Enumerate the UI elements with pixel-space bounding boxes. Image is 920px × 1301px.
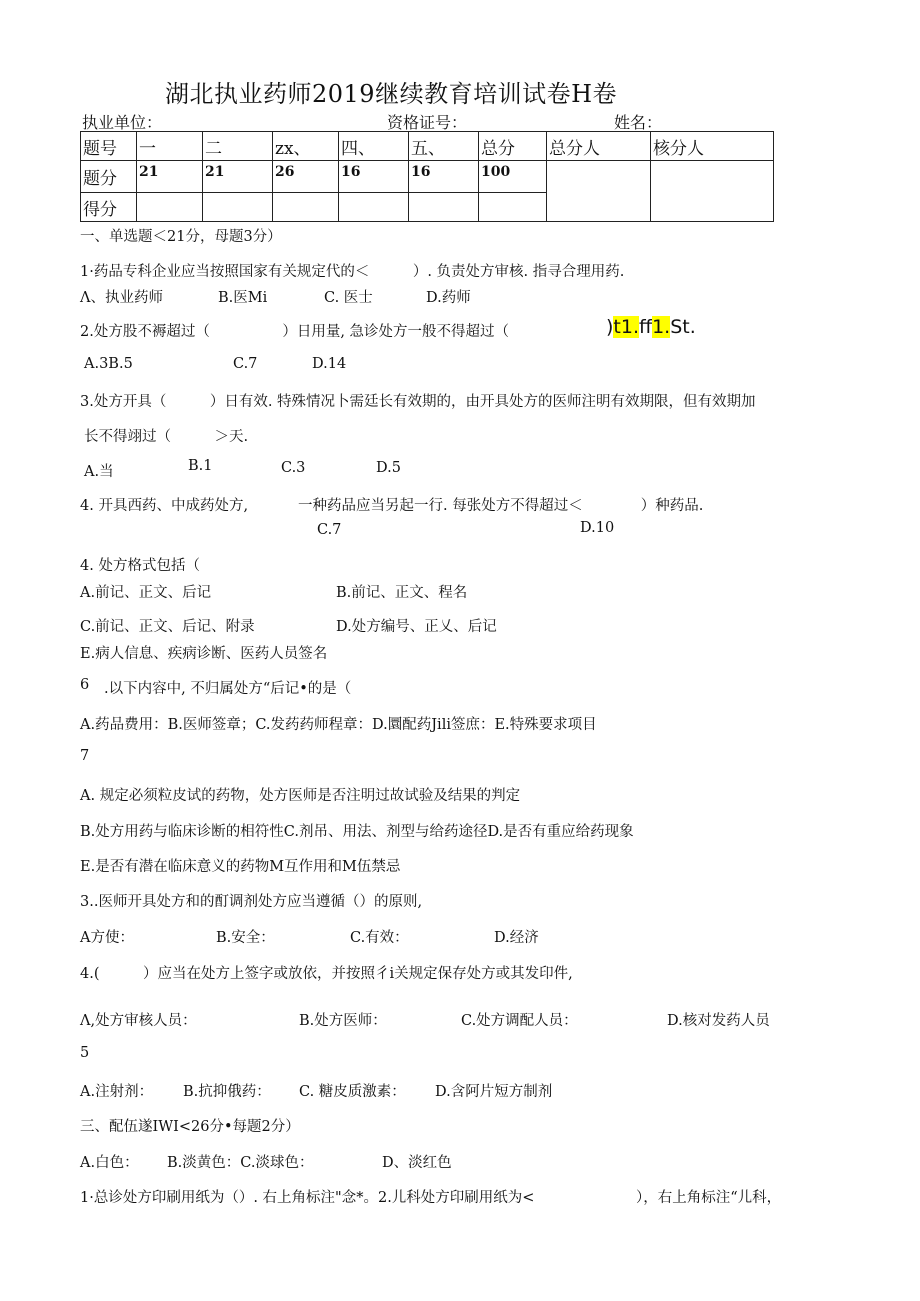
cert-label: 资格证号： bbox=[387, 113, 468, 132]
option: D.经济 bbox=[494, 930, 539, 946]
question-text: 1·总诊处方印刷用纸为（）. 右上角标注"念*。2.儿科处方印刷用纸为< ），右上角标注“儿科， bbox=[80, 1190, 782, 1206]
score-header-cell: 二 bbox=[203, 132, 273, 161]
question-text: 一种药品应当另起一行. 每张处方不得超过＜ ）种药品. bbox=[298, 498, 704, 514]
option: D.5 bbox=[376, 460, 401, 476]
option: D、淡红色 bbox=[382, 1155, 452, 1171]
option: A.3B.5 bbox=[84, 356, 133, 372]
score-header-cell: 四、 bbox=[339, 132, 409, 161]
question-number: 7 bbox=[80, 748, 90, 764]
option: E.病人信息、疾病诊断、医药人员签名 bbox=[80, 646, 328, 662]
unit-label: 执业单位： bbox=[82, 113, 163, 132]
option: A方使： bbox=[80, 930, 134, 946]
question-number: 5 bbox=[80, 1045, 90, 1061]
option: D.药师 bbox=[426, 290, 471, 306]
got-cell[interactable] bbox=[479, 193, 547, 222]
got-cell[interactable] bbox=[273, 193, 339, 222]
score-header-cell: 五、 bbox=[409, 132, 479, 161]
option: A.白色： bbox=[80, 1155, 139, 1171]
points-cell: 26 bbox=[273, 161, 339, 193]
option: E.是否有潜在临床意义的药物M互作用和M伍禁忌 bbox=[80, 859, 401, 875]
verifier-cell[interactable] bbox=[651, 161, 774, 222]
option: B.淡黄色：C.淡球色： bbox=[167, 1155, 314, 1171]
option: D.含阿片短方制剂 bbox=[435, 1084, 553, 1100]
option: C.3 bbox=[281, 460, 306, 476]
option: A.前记、正文、后记 bbox=[80, 585, 212, 601]
points-cell: 21 bbox=[203, 161, 273, 193]
option: D.10 bbox=[580, 520, 615, 536]
option: B.前记、正文、程名 bbox=[336, 585, 468, 601]
option: B.处方医师： bbox=[299, 1013, 387, 1029]
option: Λ,处方审核人员： bbox=[80, 1013, 197, 1029]
option: C.处方调配人员： bbox=[461, 1013, 578, 1029]
question-text: 3..医师开具处方和的酊调剂处方应当遵循（）的原则, bbox=[80, 894, 423, 910]
option: C.7 bbox=[317, 522, 342, 538]
garbled-text: )t1.ff1.St. bbox=[606, 316, 696, 338]
score-header-cell: 总分人 bbox=[547, 132, 651, 161]
option: B.医Mi bbox=[218, 290, 268, 306]
option: D.处方编号、正乂、后记 bbox=[336, 619, 497, 635]
option: C.有效： bbox=[350, 930, 409, 946]
question-number: 6 bbox=[80, 677, 90, 693]
option: A. 规定必须粒皮试的药物，处方医师是否注明过故试验及结果的判定 bbox=[80, 788, 521, 804]
score-header-cell: 核分人 bbox=[651, 132, 774, 161]
question-text: 1·药品专科企业应当按照国家有关规定代的＜ ）. 负责处方审核. 指寻合理用药. bbox=[80, 264, 625, 280]
option: D.核对发药人员 bbox=[667, 1013, 770, 1029]
score-header-cell: 一 bbox=[137, 132, 203, 161]
got-cell[interactable] bbox=[409, 193, 479, 222]
score-header-cell: 总分 bbox=[479, 132, 547, 161]
points-cell: 16 bbox=[409, 161, 479, 193]
option: B.处方用药与临床诊断的相符性C.剂吊、用法、剂型与给药途径D.是否有重应给药现象 bbox=[80, 824, 634, 840]
option: C.前记、正文、后记、附录 bbox=[80, 619, 255, 635]
section-heading: 一、单选题＜21分，母题3分） bbox=[80, 229, 282, 245]
question-text: 4. 开具西药、中成药处方, bbox=[80, 498, 249, 514]
name-label: 姓名： bbox=[614, 113, 663, 132]
option: C. 医士 bbox=[324, 290, 373, 306]
section-heading: 三、配伍遂IWI<26分•每题2分） bbox=[80, 1119, 300, 1135]
option: B.1 bbox=[188, 458, 213, 474]
points-cell: 16 bbox=[339, 161, 409, 193]
option: C. 糖皮质激素： bbox=[299, 1084, 406, 1100]
got-cell[interactable] bbox=[339, 193, 409, 222]
question-text: .以下内容中, 不归属处方“后记•的是（ bbox=[104, 681, 352, 697]
question-text: 长不得翊过（ ＞天. bbox=[84, 429, 249, 445]
got-label: 得分 bbox=[81, 193, 137, 222]
question-text: 4. 处方格式包括（ bbox=[80, 558, 200, 574]
option: C.7 bbox=[233, 356, 258, 372]
points-cell: 21 bbox=[137, 161, 203, 193]
question-text: 2.处方股不褥超过（ ）日用量, 急诊处方一般不得超过（ bbox=[80, 324, 510, 340]
score-points-row bbox=[81, 161, 774, 193]
option: D.14 bbox=[312, 356, 347, 372]
score-header-cell: 题号 bbox=[81, 132, 137, 161]
option: B.安全： bbox=[216, 930, 275, 946]
option: Λ、执业药师 bbox=[80, 290, 163, 306]
score-table bbox=[80, 131, 774, 222]
option: A.注射剂： bbox=[80, 1084, 154, 1100]
exam-title: 湖北执业药师2019继续教育培训试卷H卷 bbox=[165, 80, 618, 108]
option: A.药品费用：B.医师签章；C.发药药师程章：D.圜配药Jili签庶：E.特殊要求项目 bbox=[80, 717, 597, 733]
option: B.抗抑俄药： bbox=[183, 1084, 271, 1100]
points-cell: 100 bbox=[479, 161, 547, 193]
got-cell[interactable] bbox=[137, 193, 203, 222]
points-label: 题分 bbox=[81, 161, 137, 193]
question-text: 3.处方开具（ ）日有效. 特殊情况卜需廷长有效期的，由开具处方的医师注明有效期限，但有效期加 bbox=[80, 394, 756, 410]
score-header-cell: zx、 bbox=[273, 132, 339, 161]
option: A.当 bbox=[84, 464, 114, 480]
total-scorer-cell[interactable] bbox=[547, 161, 651, 222]
question-text: 4.( ）应当在处方上签字或放依，并按照彳i关规定保存处方或其发印件, bbox=[80, 966, 573, 982]
got-cell[interactable] bbox=[203, 193, 273, 222]
score-header-row bbox=[81, 132, 774, 161]
